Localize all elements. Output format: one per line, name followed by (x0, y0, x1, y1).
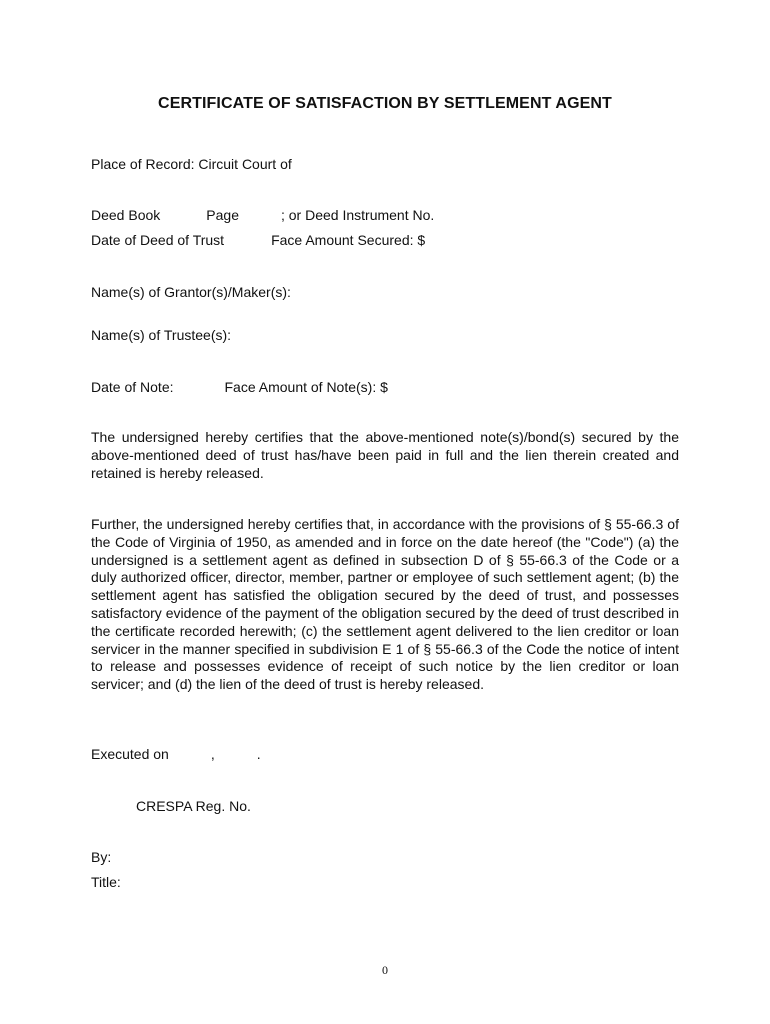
executed-period: . (256, 746, 261, 762)
face-amount-secured-label: Face Amount Secured: $ (271, 232, 426, 248)
executed-comma: , (210, 746, 215, 762)
grantors-label: Name(s) of Grantor(s)/Maker(s): (91, 284, 291, 300)
title-field-label: Title: (91, 874, 121, 890)
release-paragraph: The undersigned hereby certifies that the above-mentioned note(s)/bond(s) secured by the above-mentioned deed of trust has/have been paid in full and the lien therein created and retained is hereby released. (91, 429, 679, 481)
deed-instrument-label: ; or Deed Instrument No. (280, 207, 435, 223)
executed-label: Executed on (91, 746, 169, 762)
by-label: By: (91, 849, 112, 865)
date-of-note-label: Date of Note: (91, 379, 174, 395)
date-of-deed-label: Date of Deed of Trust (91, 232, 225, 248)
note-line (91, 379, 388, 395)
document-title: CERTIFICATE OF SATISFACTION BY SETTLEMENT AGENT (158, 95, 612, 112)
trustees-label: Name(s) of Trustee(s): (91, 327, 232, 343)
place-of-record: Place of Record: Circuit Court of (91, 156, 292, 172)
certification-paragraph: Further, the undersigned hereby certifies that, in accordance with the provisions of § 55-66.3 of the Code of Virginia of 1950, as amended and in force on the date hereof (the "Code") (a) the undersigned is a settlement agent as defined in subsection D of § 55-66.3 of the Code or a duly authorized officer, director, member, partner or employee of such settlement agent; (b) the settlement agent has satisfied the obligation secured by the deed of trust, and possesses satisfactory evidence of the payment of the obligation secured by the deed of trust described in the certificate recorded herewith; (c) the settlement agent delivered to the lien creditor or loan servicer in the manner specified in subdivision E 1 of § 55-66.3 of the Code the notice of intent to release and possesses evidence of receipt of such notice by the lien creditor or loan servicer; and (d) the lien of the deed of trust is hereby released. (91, 516, 679, 693)
face-amount-note-label: Face Amount of Note(s): $ (224, 379, 388, 395)
deed-line (91, 207, 434, 223)
trust-line (91, 232, 425, 248)
crespa-label: CRESPA Reg. No. (136, 798, 251, 814)
page-number: 0 (382, 963, 388, 977)
deed-book-label: Deed Book (91, 207, 161, 223)
page-label: Page (206, 207, 239, 223)
executed-line (91, 746, 261, 762)
